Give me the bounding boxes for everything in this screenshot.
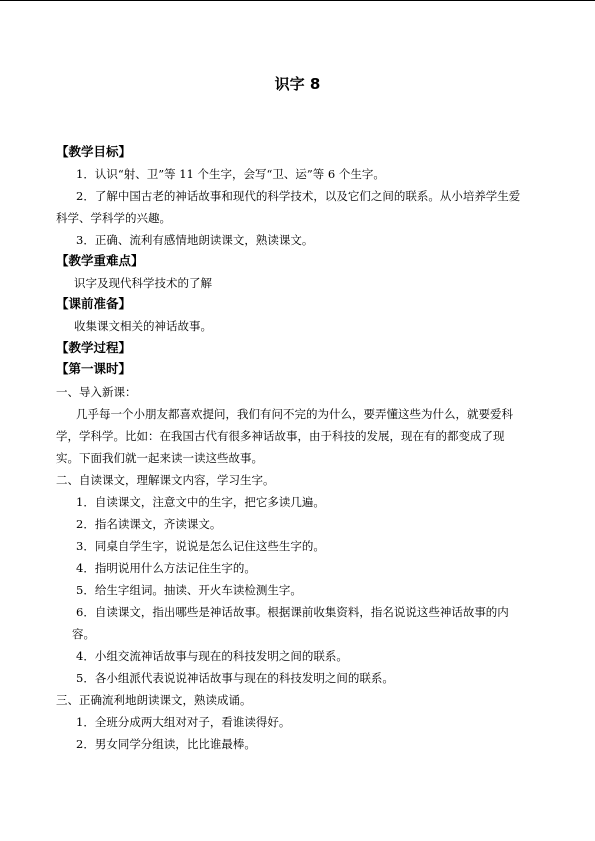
section-2-item-8: 5．各小组派代表说说神话故事与现在的科技发明之间的联系。 [76, 671, 394, 685]
objective-item-2: 2．了解中国古老的神话故事和现代的科学技术，以及它们之间的联系。从小培养学生爱 [76, 189, 521, 203]
section-3-heading: 三、正确流利地朗读课文，熟读成诵。 [56, 693, 252, 707]
section-2-item-3: 3．同桌自学生字，说说是怎么记住这些生字的。 [76, 539, 325, 553]
section-3-item-1: 1．全班分成两大组对对子，看谁读得好。 [76, 715, 291, 729]
section-2-item-4: 4．指明说用什么方法记住生字的。 [76, 561, 256, 575]
section-2-item-1: 1．自读课文，注意文中的生字，把它多读几遍。 [76, 495, 325, 509]
section-2-item-2: 2．指名读课文，齐读课文。 [76, 517, 222, 531]
section-1-para-line-3: 实。下面我们就一起来读一读这些故事。 [56, 451, 263, 465]
preparation-text: 收集课文相关的神话故事。 [74, 319, 212, 333]
section-1-heading: 一、导入新课： [56, 385, 137, 399]
key-points-text: 识字及现代科学技术的了解 [74, 276, 212, 290]
heading-key-points: 【教学重难点】 [56, 253, 144, 268]
section-2-item-5: 5．给生字组词。抽读、开火车读检测生字。 [76, 583, 302, 597]
section-2-item-6: 6．自读课文，指出哪些是神话故事。根据课前收集资料，指名说说这些神话故事的内 [76, 605, 509, 619]
section-2-heading: 二、自读课文，理解课文内容，学习生字。 [56, 473, 275, 487]
section-2-item-6-cont: 容。 [72, 627, 95, 641]
heading-objectives: 【教学目标】 [56, 144, 132, 159]
page-title: 识字 8 [274, 75, 321, 93]
section-3-item-2: 2．男女同学分组读，比比谁最棒。 [76, 737, 256, 751]
objective-item-2-cont: 科学、学科学的兴趣。 [56, 211, 171, 225]
objective-item-1: 1．认识“射、卫”等 11 个生字，会写“卫、运”等 6 个生字。 [76, 167, 385, 181]
heading-first-lesson: 【第一课时】 [56, 361, 132, 376]
section-1-para-line-2: 学，学科学。比如：在我国古代有很多神话故事，由于科技的发展，现在有的都变成了现 [56, 429, 505, 443]
page-top-border [0, 0, 595, 1]
heading-preparation: 【课前准备】 [56, 296, 132, 311]
section-1-para-line-1: 几乎每一个小朋友都喜欢提问，我们有问不完的为什么，要弄懂这些为什么，就要爱科 [76, 407, 513, 421]
objective-item-3: 3．正确、流利有感情地朗读课文，熟读课文。 [76, 233, 314, 247]
section-2-item-7: 4．小组交流神话故事与现在的科技发明之间的联系。 [76, 649, 348, 663]
heading-process: 【教学过程】 [56, 340, 132, 355]
